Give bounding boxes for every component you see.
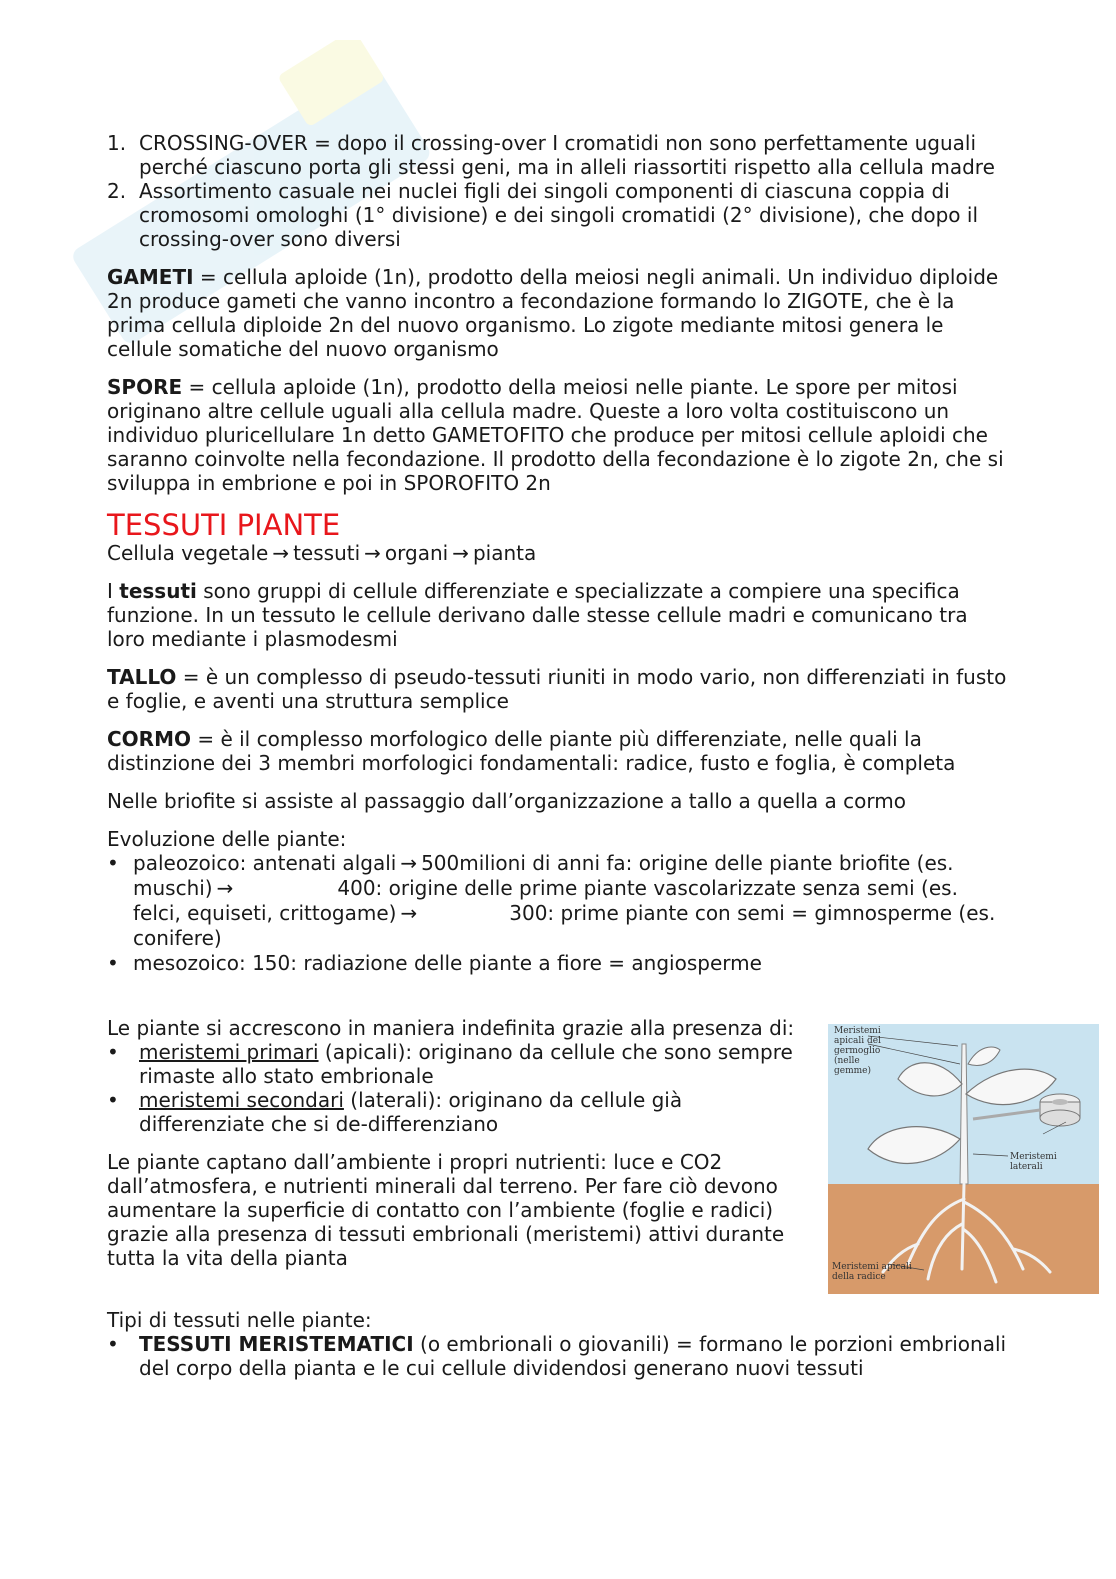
tessuti-pre: I [107, 579, 120, 603]
list-item [107, 1332, 1007, 1380]
meristemi-secondari-term: meristemi secondari [139, 1088, 344, 1112]
tipi-title: Tipi di tessuti nelle piante: [107, 1308, 372, 1332]
arrow-icon: → [452, 541, 469, 565]
arrow-icon: → [216, 876, 234, 900]
numbered-list [107, 131, 1007, 251]
list-item-text: Assortimento casuale nei nuclei figli dei singoli componenti di ciascuna coppia di cromosomi omologhi (1° divisione) e dei singoli cromatidi (2° divisione), che dopo il crossing-over sono diversi [139, 179, 979, 251]
organization-flow [107, 541, 1007, 565]
section-heading: TESSUTI PIANTE [107, 508, 341, 542]
evo-text: paleozoico: antenati algali [133, 851, 397, 875]
term-tessuti: tessuti [119, 579, 197, 603]
label-meristemi-apicali-germoglio: Meristemi apicali del germoglio (nelle gemme) [834, 1026, 881, 1076]
label-meristemi-apicali-radice: Meristemi apicali della radice [832, 1262, 912, 1282]
tallo-text: = è un complesso di pseudo-tessuti riuniti in modo vario, non differenziati in fusto e foglie, e aventi una struttura semplice [107, 665, 1007, 713]
bullet-icon: • [107, 1040, 119, 1064]
tessuti-paragraph [107, 579, 1007, 651]
term-cormo: CORMO [107, 727, 191, 751]
cormo-text: = è il complesso morfologico delle piante più differenziate, nelle quali la distinzione dei 3 membri morfologici fondamentali: radice, fusto e foglia, è completa [107, 727, 956, 775]
meristemi-intro: Le piante si accrescono in maniera indefinita grazie alla presenza di: [107, 1016, 795, 1040]
bullet-icon: • [107, 1088, 119, 1112]
bullet-icon: • [107, 1332, 119, 1356]
meristemi-primari-term: meristemi primari [139, 1040, 319, 1064]
term-tallo: TALLO [107, 665, 177, 689]
bullet-icon: • [107, 851, 119, 875]
term-spore: SPORE [107, 375, 183, 399]
list-item [107, 851, 1007, 951]
arrow-icon: → [400, 901, 418, 925]
tipi-list [107, 1332, 1007, 1380]
meristemi-text: (laterali): originano da cellule già differenziate che si de-differenziano [139, 1088, 683, 1136]
meristemi-text: (apicali): originano da cellule che sono sempre rimaste allo stato embrionale [139, 1040, 793, 1088]
evo-text: mesozoico: 150: radiazione delle piante a fiore = angiosperme [133, 951, 762, 975]
flow-item: tessuti [293, 541, 361, 565]
tallo-paragraph [107, 665, 1007, 713]
spore-paragraph [107, 375, 1007, 495]
evoluzione-title: Evoluzione delle piante: [107, 827, 347, 851]
meristemi-block [107, 1016, 812, 1270]
arrow-icon: → [364, 541, 381, 565]
arrow-icon: → [400, 851, 418, 875]
meristemi-list [107, 1040, 812, 1136]
list-item [107, 1040, 812, 1088]
gameti-text: = cellula aploide (1n), prodotto della meiosi negli animali. Un individuo diploide 2n produce gameti che vanno incontro a fecondazione formando lo ZIGOTE, che è la prima cellula diploide 2n del nuovo organismo. Lo zigote mediante mitosi genera le cellule somatiche del nuovo organismo [107, 265, 999, 361]
gameti-paragraph [107, 265, 1007, 361]
list-item [107, 951, 1007, 976]
evo-text: 400: origine delle prime piante vascolarizzate senza semi (es. felci, equiseti, crittogame) [133, 876, 958, 925]
plant-meristem-figure [828, 1024, 1099, 1294]
cormo-paragraph [107, 727, 1007, 775]
list-item [107, 131, 1007, 179]
evoluzione-list [107, 851, 1007, 976]
flow-item: organi [384, 541, 449, 565]
list-item [107, 179, 1007, 251]
spore-text: = cellula aploide (1n), prodotto della meiosi nelle piante. Le spore per mitosi originano altre cellule uguali alla cellula madre. Queste a loro volta costituiscono un individuo pluricellulare 1n detto GAMETOFITO che produce per mitosi cellule aploidi che saranno coinvolte nella fecondazione. Il prodotto della fecondazione è lo zigote 2n, che si sviluppa in embrione e poi in SPOROFITO 2n [107, 375, 1004, 495]
tessuti-text: sono gruppi di cellule differenziate e specializzate a compiere una specifica funzione. In un tessuto le cellule derivano dalle stesse cellule madri e comunicano tra loro mediante i plasmodesmi [107, 579, 968, 651]
list-item-text: CROSSING-OVER = dopo il crossing-over I cromatidi non sono perfettamente uguali perché ciascuno porta gli stessi geni, ma in alleli riassortiti rispetto alla cellula madre [139, 131, 995, 179]
flow-item: pianta [472, 541, 537, 565]
briofite-paragraph: Nelle briofite si assiste al passaggio dall’organizzazione a tallo a quella a cormo [107, 789, 906, 813]
list-number: 1. [107, 131, 127, 155]
evo-text: 500milioni di anni fa: origine delle piante briofite (es. muschi) [133, 851, 954, 900]
term-meristematici: TESSUTI MERISTEMATICI [139, 1332, 414, 1356]
label-meristemi-laterali: Meristemi laterali [1010, 1152, 1057, 1172]
arrow-icon: → [272, 541, 290, 565]
term-gameti: GAMETI [107, 265, 194, 289]
evo-text: 300: prime piante con semi = gimnosperme (es. conifere) [133, 901, 996, 950]
flow-item: Cellula vegetale [107, 541, 269, 565]
list-item [107, 1088, 812, 1136]
bullet-icon: • [107, 951, 119, 975]
tipi-text: (o embrionali o giovanili) = formano le porzioni embrionali del corpo della pianta e le cui cellule dividendosi generano nuovi tessuti [139, 1332, 1007, 1380]
nutrienti-paragraph: Le piante captano dall’ambiente i propri nutrienti: luce e CO2 dall’atmosfera, e nutrienti minerali dal terreno. Per fare ciò devono aumentare la superficie di contatto con l’ambiente (foglie e radici) grazie alla presenza di tessuti embrionali (meristemi) attivi durante tutta la vita della pianta [107, 1150, 785, 1270]
list-number: 2. [107, 179, 127, 203]
